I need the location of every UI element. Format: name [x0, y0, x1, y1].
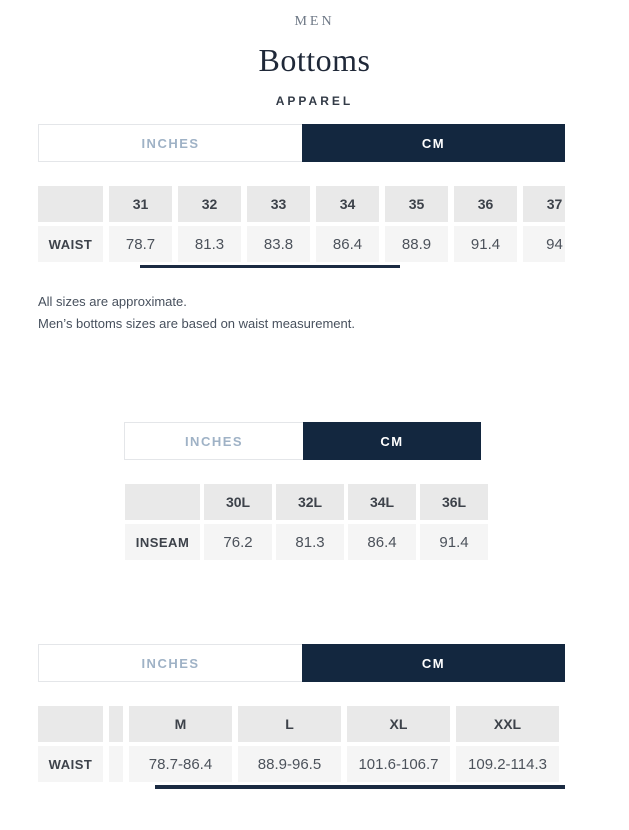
size-column-header: 31 [109, 186, 172, 222]
size-value-cell: 86.4 [316, 226, 379, 262]
horizontal-scrollbar-thumb[interactable] [155, 785, 565, 789]
size-value-cell: 76.2 [204, 524, 272, 560]
size-value-cell: 83.8 [247, 226, 310, 262]
size-value-cell: 78.7-86.4 [129, 746, 232, 782]
row-label-waist: WAIST [38, 746, 103, 782]
size-value-cell: 81.3 [276, 524, 344, 560]
unit-toggle-2 [124, 422, 481, 460]
inseam-size-table [125, 484, 629, 560]
size-column-header: 36L [420, 484, 488, 520]
letter-size-table [38, 706, 565, 782]
size-value-cell: 101.6-106.7 [347, 746, 450, 782]
size-value-cell: 88.9-96.5 [238, 746, 341, 782]
apparel-label: APPAREL [275, 94, 354, 108]
size-column-header: 34 [316, 186, 379, 222]
inches-tab[interactable]: INCHES [38, 644, 302, 682]
size-notes [38, 295, 629, 331]
size-value-cell: 91.4 [420, 524, 488, 560]
size-column-header: XXL [456, 706, 559, 742]
row-label-waist: WAIST [38, 226, 103, 262]
clipped-column-sliver [109, 706, 123, 742]
size-column-header: 30L [204, 484, 272, 520]
size-value-cell: 86.4 [348, 524, 416, 560]
size-value-cell: 94 [523, 226, 565, 262]
row-label-inseam: INSEAM [125, 524, 200, 560]
waist-size-table [38, 186, 565, 262]
size-column-header: 37 [523, 186, 565, 222]
table-corner-cell [125, 484, 200, 520]
size-column-header: M [129, 706, 232, 742]
size-value-cell: 109.2-114.3 [456, 746, 559, 782]
size-column-header: 36 [454, 186, 517, 222]
size-value-cell: 81.3 [178, 226, 241, 262]
page-title: Bottoms [258, 42, 371, 78]
category-eyebrow: MEN [294, 14, 335, 29]
inches-tab[interactable]: INCHES [124, 422, 303, 460]
unit-toggle-3 [38, 644, 565, 682]
clipped-column-sliver [109, 746, 123, 782]
size-value-cell: 78.7 [109, 226, 172, 262]
cm-tab[interactable]: CM [303, 422, 481, 460]
size-value-cell: 91.4 [454, 226, 517, 262]
unit-toggle-1 [38, 124, 565, 162]
cm-tab[interactable]: CM [302, 124, 565, 162]
table-corner-cell [38, 186, 103, 222]
size-value-cell: 88.9 [385, 226, 448, 262]
size-column-header: 32 [178, 186, 241, 222]
note-line: Men’s bottoms sizes are based on waist measurement. [38, 316, 355, 331]
size-column-header: XL [347, 706, 450, 742]
inches-tab[interactable]: INCHES [38, 124, 302, 162]
table-corner-cell [38, 706, 103, 742]
size-column-header: L [238, 706, 341, 742]
size-column-header: 32L [276, 484, 344, 520]
size-column-header: 34L [348, 484, 416, 520]
size-column-header: 35 [385, 186, 448, 222]
note-line: All sizes are approximate. [38, 294, 187, 309]
cm-tab[interactable]: CM [302, 644, 565, 682]
size-column-header: 33 [247, 186, 310, 222]
horizontal-scrollbar-thumb[interactable] [140, 265, 400, 268]
